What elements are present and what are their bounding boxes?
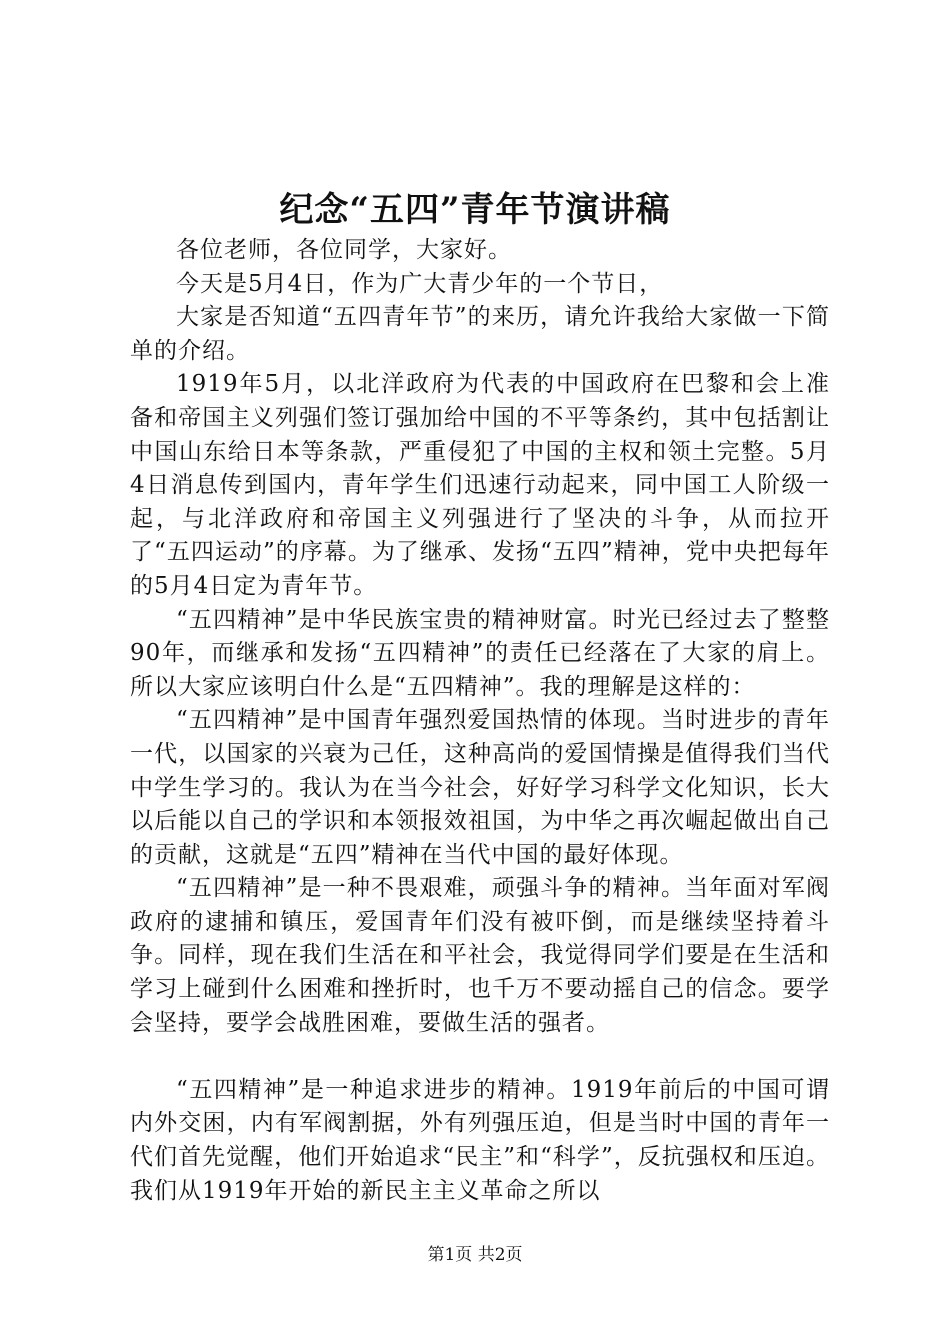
paragraph-history: 1919年5月，以北洋政府为代表的中国政府在巴黎和会上准备和帝国主义列强们签订强加给中国的不平等条约，其中包括割让中国山东给日本等条款，严重侵犯了中国的主权和领土完整。5月4日消息传到国内，青年学生们迅速行动起来，同中国工人阶级一起，与北洋政府和帝国主义列强进行了坚决的斗争，从而拉开了“五四运动”的序幕。为了继承、发扬“五四”精神，党中央把每年的5月4日定为青年节。	[130, 371, 830, 599]
page-number: 第1页 共2页	[427, 1245, 523, 1265]
paragraph-spirit: “五四精神”是中华民族宝贵的精神财富。时光已经过去了整整90年，而继承和发扬“五四精神”的责任已经落在了大家的肩上。所以大家应该明白什么是“五四精神”。我的理解是这样的：	[130, 606, 830, 700]
paragraph-progress: “五四精神”是一种追求进步的精神。1919年前后的中国可谓内外交困，内有军阀割据，外有列强压迫，但是当时中国的青年一代们首先觉醒，他们开始追求“民主”和“科学”，反抗强权和压迫。我们从1919年开始的新民主主义革命之所以	[130, 1076, 830, 1204]
page-title: 纪念“五四”青年节演讲稿	[279, 190, 671, 230]
paragraph-greeting: 各位老师，各位同学，大家好。	[176, 237, 512, 263]
document-body	[130, 234, 830, 1208]
paragraph-patriotism: “五四精神”是中国青年强烈爱国热情的体现。当时进步的青年一代，以国家的兴衰为己任，这种高尚的爱国情操是值得我们当代中学生学习的。我认为在当今社会，好好学习科学文化知识，长大以后能以自己的学识和本领报效祖国，为中华之再次崛起做出自己的贡献，这就是“五四”精神在当代中国的最好体现。	[130, 707, 830, 868]
paragraph-intro: 大家是否知道“五四青年节”的来历，请允许我给大家做一下简单的介绍。	[130, 304, 830, 364]
paragraph-perseverance: “五四精神”是一种不畏艰难，顽强斗争的精神。当年面对军阀政府的逮捕和镇压，爱国青年们没有被吓倒，而是继续坚持着斗争。同样，现在我们生活在和平社会，我觉得同学们要是在生活和学习上碰到什么困难和挫折时，也千万不要动摇自己的信念。要学会坚持，要学会战胜困难，要做生活的强者。	[130, 875, 830, 1036]
paragraph-date: 今天是5月4日，作为广大青少年的一个节日，	[176, 270, 664, 297]
